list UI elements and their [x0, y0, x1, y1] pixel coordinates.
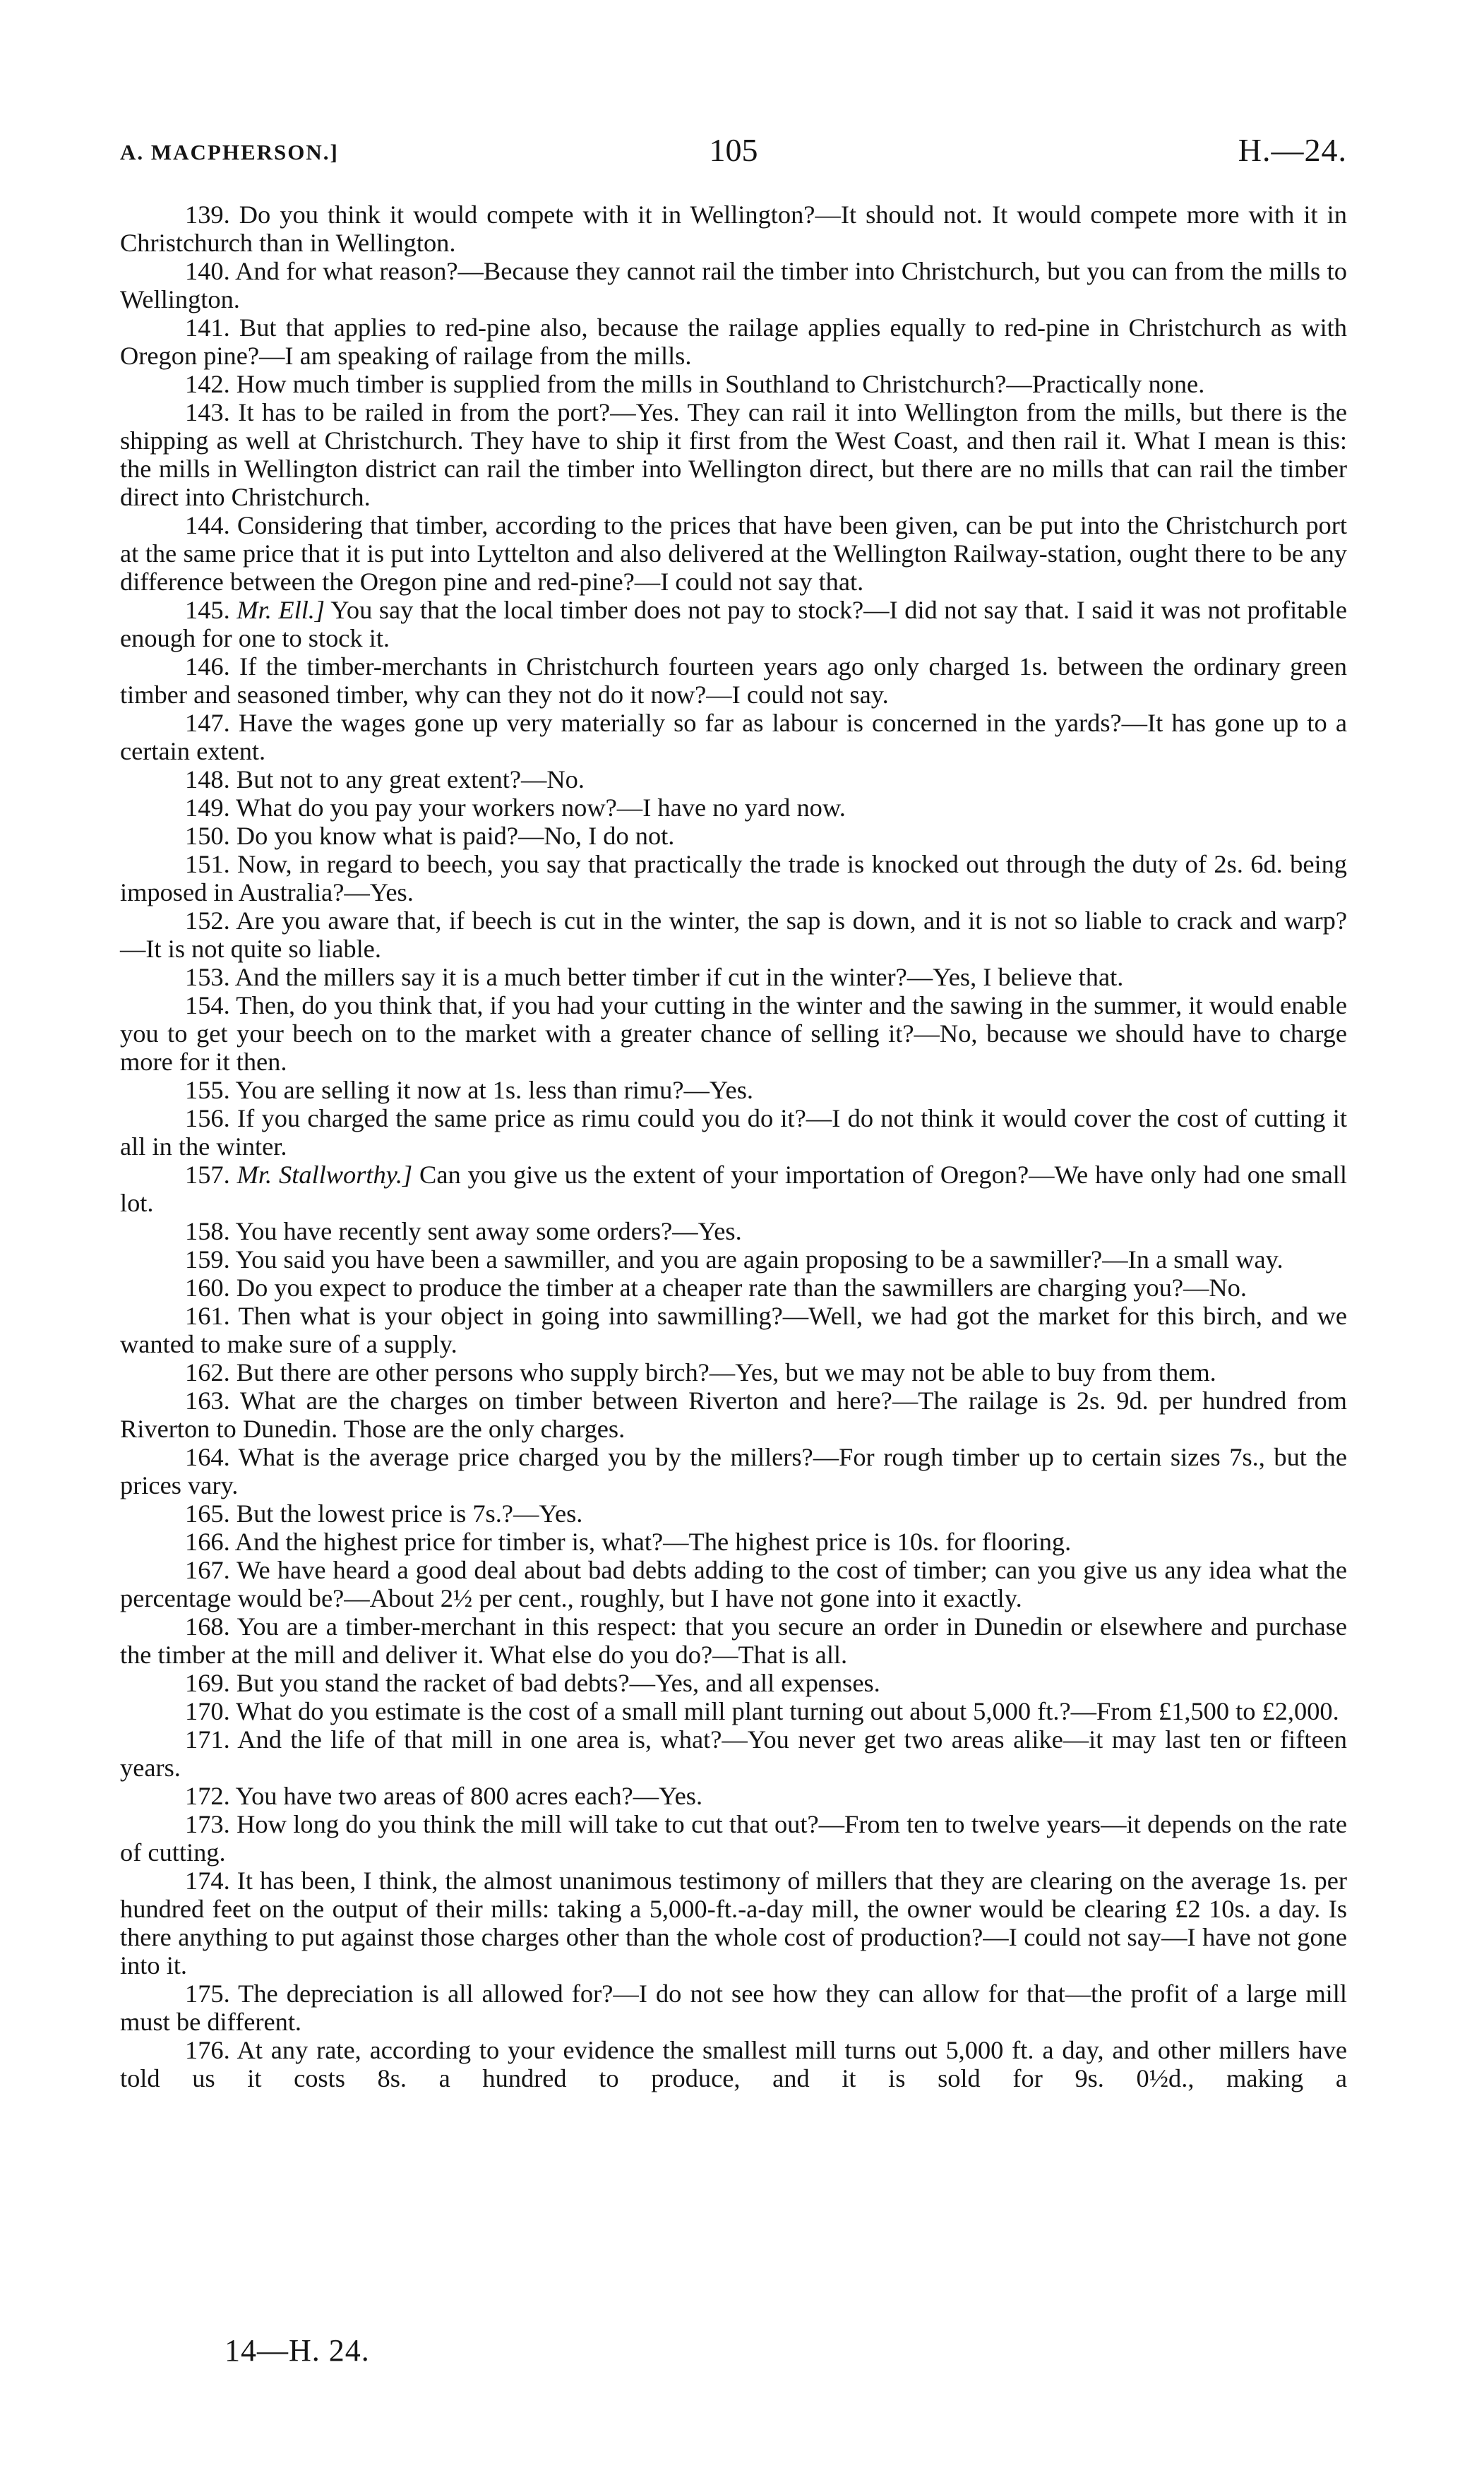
question-paragraph — [120, 1076, 1347, 1104]
signature-mark: 14—H. 24. — [225, 2333, 370, 2368]
question-text: Have the wages gone up very materially so far as labour is concerned in the yards?—It has gone up to a certain extent. — [120, 709, 1347, 765]
question-text: Are you aware that, if beech is cut in the winter, the sap is down, and it is not so liable to crack and warp?—It is not quite so liable. — [120, 906, 1347, 963]
question-text: Do you think it would compete with it in Wellington?—It should not. It would compete more with it in Christchurch than in Wellington. — [120, 200, 1347, 257]
question-paragraph — [120, 1725, 1347, 1782]
question-paragraph — [120, 200, 1347, 257]
question-text: You have two areas of 800 acres each?—Yes. — [235, 1782, 703, 1810]
question-paragraph — [120, 822, 1347, 850]
witness-name: A. MACPHERSON.] — [120, 140, 339, 164]
question-text: And the highest price for timber is, what?—The highest price is 10s. for flooring. — [234, 1528, 1072, 1556]
speaker-name: Mr. Ell.] — [237, 596, 325, 624]
question-number: 176. — [185, 2036, 230, 2064]
question-paragraph — [120, 1274, 1347, 1302]
question-text: Considering that timber, according to the prices that have been given, can be put into the Christchurch port at the same price that it is put into Lyttelton and also delivered at the Wellington Railway-station, ought there to be any difference between the Oregon pine and red-pine?—I could not say that. — [120, 511, 1347, 596]
question-number: 161. — [185, 1302, 230, 1330]
question-number: 139. — [185, 200, 230, 229]
question-paragraph — [120, 963, 1347, 991]
question-text: The depreciation is all allowed for?—I do not see how they can allow for that—the profit of a large mill must be different. — [120, 1979, 1347, 2036]
question-paragraph — [120, 1669, 1347, 1697]
question-text: But that applies to red-pine also, because the railage applies equally to red-pine in Christchurch as with Oregon pine?—I am speaking of railage from the mills. — [120, 313, 1347, 370]
question-paragraph — [120, 1358, 1347, 1386]
question-number: 162. — [185, 1358, 230, 1386]
question-text: We have heard a good deal about bad debts adding to the cost of timber; can you give us any idea what the percentage would be?—About 2½ per cent., roughly, but I have not gone into it exactly. — [120, 1556, 1347, 1612]
question-number: 160. — [185, 1274, 230, 1302]
question-number: 154. — [185, 991, 230, 1019]
question-text: Do you know what is paid?—No, I do not. — [236, 822, 675, 850]
question-number: 149. — [185, 793, 230, 822]
question-text: But not to any great extent?—No. — [236, 765, 585, 793]
question-number: 155. — [185, 1076, 230, 1104]
question-paragraph — [120, 1443, 1347, 1499]
question-number: 175. — [185, 1979, 230, 2008]
question-number: 172. — [185, 1782, 230, 1810]
question-paragraph — [120, 1104, 1347, 1161]
question-paragraph — [120, 511, 1347, 596]
question-number: 145. — [185, 596, 230, 624]
question-text: You are selling it now at 1s. less than rimu?—Yes. — [235, 1076, 753, 1104]
question-text: What do you pay your workers now?—I have no yard now. — [236, 793, 846, 822]
question-text: Can you give us the extent of your importation of Oregon?—We have only had one small lot. — [120, 1161, 1347, 1217]
question-number: 143. — [185, 398, 230, 426]
question-paragraph — [120, 1302, 1347, 1358]
question-paragraph — [120, 793, 1347, 822]
speaker-name: Mr. Stallworthy.] — [237, 1161, 413, 1189]
question-text: And the life of that mill in one area is, what?—You never get two areas alike—it may last ten or fifteen years. — [120, 1725, 1347, 1782]
question-text: But you stand the racket of bad debts?—Yes, and all expenses. — [236, 1669, 880, 1697]
question-paragraph — [120, 370, 1347, 398]
question-text: Then, do you think that, if you had your cutting in the winter and the sawing in the summer, it would enable you to get your beech on to the market with a greater chance of selling it?—No, because we should have to charge more for it then. — [120, 991, 1347, 1076]
question-paragraph — [120, 709, 1347, 765]
question-paragraph — [120, 1867, 1347, 1979]
question-number: 169. — [185, 1669, 230, 1697]
question-paragraph — [120, 1697, 1347, 1725]
question-text: But the lowest price is 7s.?—Yes. — [236, 1499, 583, 1528]
question-paragraph — [120, 1979, 1347, 2036]
question-number: 141. — [185, 313, 230, 342]
question-number: 163. — [185, 1386, 230, 1415]
question-number: 165. — [185, 1499, 230, 1528]
question-paragraph — [120, 1556, 1347, 1612]
question-number: 174. — [185, 1867, 230, 1895]
question-number: 168. — [185, 1612, 230, 1641]
question-number: 159. — [185, 1245, 230, 1274]
question-text: If the timber-merchants in Christchurch fourteen years ago only charged 1s. between the ordinary green timber and seasoned timber, why can they not do it now?—I could not say. — [120, 652, 1347, 709]
question-text: Then what is your object in going into sawmilling?—Well, we had got the market for this birch, and we wanted to make sure of a supply. — [120, 1302, 1347, 1358]
question-number: 171. — [185, 1725, 230, 1754]
question-text: You say that the local timber does not pay to stock?—I did not say that. I said it was not profitable enough for one to stock it. — [120, 596, 1347, 652]
document-reference: H.—24. — [1238, 132, 1347, 168]
question-text: And the millers say it is a much better timber if cut in the winter?—Yes, I believe that. — [234, 963, 1124, 991]
question-number: 148. — [185, 765, 230, 793]
question-number: 156. — [185, 1104, 230, 1132]
question-paragraph — [120, 991, 1347, 1076]
question-number: 140. — [185, 257, 230, 285]
question-paragraph — [120, 1782, 1347, 1810]
question-paragraph — [120, 596, 1347, 652]
question-text: It has been, I think, the almost unanimous testimony of millers that they are clearing on the average 1s. per hundred feet on the output of their mills: taking a 5,000-ft.-a-day mill, the owner would be clearing £2 10s. a day. Is there anything to put against those charges other than the whole cost of production?—I could not say—I have not gone into it. — [120, 1867, 1347, 1979]
question-number: 157. — [185, 1161, 230, 1189]
question-text: How long do you think the mill will take to cut that out?—From ten to twelve years—it depends on the rate of cutting. — [120, 1810, 1347, 1867]
question-number: 167. — [185, 1556, 230, 1584]
question-text: It has to be railed in from the port?—Yes. They can rail it into Wellington from the mills, but there is the shipping as well at Christchurch. They have to ship it first from the West Coast, and then rail it. What I mean is this: the mills in Wellington district can rail the timber into Wellington direct, but there are no mills that can rail the timber direct into Christchurch. — [120, 398, 1347, 511]
question-number: 142. — [185, 370, 230, 398]
question-text: But there are other persons who supply birch?—Yes, but we may not be able to buy from them. — [236, 1358, 1216, 1386]
question-text: You are a timber-merchant in this respect: that you secure an order in Dunedin or elsewhere and purchase the timber at the mill and deliver it. What else do you do?—That is all. — [120, 1612, 1348, 1669]
question-paragraph — [120, 1217, 1347, 1245]
question-text: And for what reason?—Because they cannot rail the timber into Christchurch, but you can from the mills to Wellington. — [120, 257, 1347, 313]
question-text: You have recently sent away some orders?—Yes. — [235, 1217, 742, 1245]
question-paragraph — [120, 1161, 1347, 1217]
question-paragraph — [120, 1528, 1347, 1556]
question-text: Now, in regard to beech, you say that practically the trade is knocked out through the duty of 2s. 6d. being imposed in Australia?—Yes. — [120, 850, 1347, 906]
question-paragraph — [120, 1810, 1347, 1867]
question-text: Do you expect to produce the timber at a cheaper rate than the sawmillers are charging you?—No. — [236, 1274, 1247, 1302]
question-number: 173. — [185, 1810, 230, 1838]
question-number: 146. — [185, 652, 230, 681]
question-paragraph — [120, 313, 1347, 370]
question-paragraph — [120, 1386, 1347, 1443]
question-paragraph — [120, 2036, 1347, 2092]
question-paragraph — [120, 765, 1347, 793]
question-number: 170. — [185, 1697, 230, 1725]
question-number: 166. — [185, 1528, 230, 1556]
question-number: 158. — [185, 1217, 230, 1245]
question-text: At any rate, according to your evidence the smallest mill turns out 5,000 ft. a day, and other millers have told us it costs 8s. a hundred to produce, and it is sold for 9s. 0½d., making a — [120, 2036, 1347, 2092]
question-number: 144. — [185, 511, 230, 539]
question-paragraph — [120, 1245, 1347, 1274]
question-number: 150. — [185, 822, 230, 850]
question-paragraph — [120, 1612, 1347, 1669]
question-paragraph — [120, 398, 1347, 511]
question-paragraph — [120, 257, 1347, 313]
question-paragraph — [120, 906, 1347, 963]
question-text: If you charged the same price as rimu could you do it?—I do not think it would cover the cost of cutting it all in the winter. — [120, 1104, 1347, 1161]
question-text: You said you have been a sawmiller, and you are again proposing to be a sawmiller?—In a small way. — [235, 1245, 1283, 1274]
question-text: How much timber is supplied from the mills in Southland to Christchurch?—Practically none. — [236, 370, 1205, 398]
question-text: What do you estimate is the cost of a small mill plant turning out about 5,000 ft.?—From £1,500 to £2,000. — [236, 1697, 1339, 1725]
question-paragraph — [120, 1499, 1347, 1528]
evidence-body — [120, 200, 1347, 2092]
question-text: What is the average price charged you by the millers?—For rough timber up to certain sizes 7s., but the prices vary. — [120, 1443, 1347, 1499]
question-text: What are the charges on timber between Riverton and here?—The railage is 2s. 9d. per hundred from Riverton to Dunedin. Those are the only charges. — [120, 1386, 1347, 1443]
question-number: 153. — [185, 963, 230, 991]
question-number: 147. — [185, 709, 230, 737]
question-number: 152. — [185, 906, 230, 935]
page-number: 105 — [709, 132, 758, 168]
question-number: 164. — [185, 1443, 230, 1471]
question-paragraph — [120, 652, 1347, 709]
question-paragraph — [120, 850, 1347, 906]
page-header — [120, 131, 1347, 174]
question-number: 151. — [185, 850, 230, 878]
